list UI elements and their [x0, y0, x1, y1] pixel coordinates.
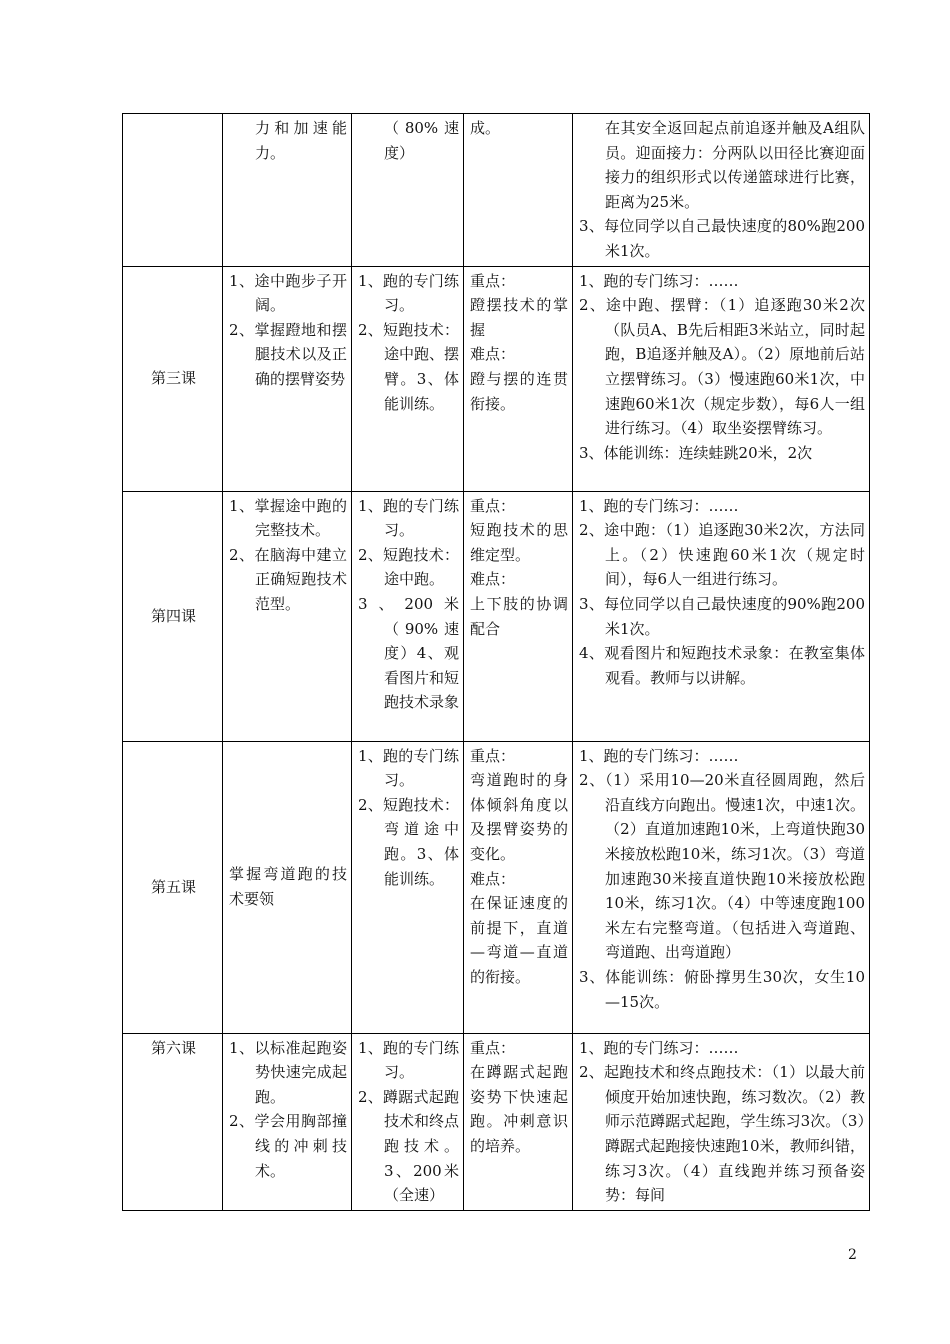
practice-methods-item: 2、途中跑、摆臂：（1）追逐跑30米2次（队员A、B先后相距3米站立，同时起跑，B追逐并触及A）。（2）原地前后站立摆臂练习。（3）慢速跑60米1次，中速跑60米1次（规定步数），每6人一组进行练习。（4）取坐姿摆臂练习。 [579, 296, 865, 438]
teaching-content-item: 1、跑的专门练习。 [358, 746, 459, 790]
key-difficult-points-list [470, 1036, 568, 1159]
key-difficult-points-item: 短跑技术的思维定型。 [470, 521, 568, 564]
practice-methods-item: 3、体能训练：连续蛙跳20米，2次 [579, 443, 813, 462]
practice-methods-item: 1、跑的专门练习：…… [579, 1038, 739, 1057]
practice-methods-cell [573, 491, 870, 741]
teaching-content-item: （80%速度） [384, 119, 459, 162]
key-difficult-points-item: 成。 [470, 119, 501, 137]
practice-methods-item: 1、跑的专门练习：…… [579, 746, 739, 765]
practice-methods-cell [573, 266, 870, 491]
teaching-goals-list [229, 862, 347, 911]
lesson-name-cell [123, 114, 223, 267]
teaching-goals-item: 掌握弯道跑的技术要领 [229, 865, 347, 909]
practice-methods-item: 4、观看图片和短跑技术录象：在教室集体观看。教师与以讲解。 [579, 644, 865, 687]
page-number: 2 [848, 1247, 857, 1263]
key-difficult-points-item: 在保证速度的前提下，直道—弯道—直道的衔接。 [470, 894, 568, 986]
teaching-content-list [358, 116, 459, 165]
key-difficult-points-cell [464, 741, 573, 1033]
practice-methods-item: 3、每位同学以自己最快速度的80%跑200米1次。 [579, 217, 865, 260]
teaching-content-item: 1、跑的专门练习。 [358, 1038, 459, 1082]
teaching-content-list [358, 1036, 459, 1208]
key-difficult-points-item: 蹬与摆的连贯衔接。 [470, 369, 568, 413]
teaching-goals-cell [223, 491, 352, 741]
teaching-goals-cell [223, 266, 352, 491]
key-difficult-points-item: 弯道跑时的身体倾斜角度以及摆臂姿势的变化。 [470, 771, 568, 863]
lesson-name-cell: 第四课 [123, 491, 223, 741]
teaching-goals-cell [223, 1033, 352, 1210]
key-difficult-points-item: 重点： [470, 1038, 516, 1057]
lesson-name-cell: 第六课 [123, 1033, 223, 1210]
teaching-goals-item: 1、掌握途中跑的完整技术。 [229, 496, 347, 540]
lesson-plan-table [122, 113, 870, 1211]
lesson-row [123, 491, 870, 741]
teaching-goals-item: 1、途中跑步子开阔。 [229, 271, 347, 315]
key-difficult-points-item: 在蹲踞式起跑姿势下快速起跑。冲刺意识的培养。 [470, 1063, 568, 1155]
lesson-name-cell: 第五课 [123, 741, 223, 1033]
teaching-content-cell [352, 114, 464, 267]
key-difficult-points-list [470, 744, 568, 990]
practice-methods-item: 2、（1）采用10—20米直径圆周跑，然后沿直线方向跑出。慢速1次，中速1次。（2）直道加速跑10米，上弯道快跑30米接放松跑10米，练习1次。（3）弯道加速跑30米接直道快跑10米接放松跑10米，练习1次。（4）中等速度跑100米左右完整弯道。（包括进入弯道跑、弯道跑、出弯道跑） [579, 771, 865, 962]
teaching-goals-cell [223, 741, 352, 1033]
key-difficult-points-cell [464, 1033, 573, 1210]
practice-methods-cell [573, 1033, 870, 1210]
practice-methods-item: 3、体能训练：俯卧撑男生30次，女生10—15次。 [579, 967, 865, 1011]
teaching-content-list [358, 744, 459, 892]
key-difficult-points-list [470, 116, 568, 141]
teaching-content-cell [352, 491, 464, 741]
teaching-goals-list [229, 1036, 347, 1184]
key-difficult-points-item: 重点： [470, 496, 516, 515]
teaching-goals-item: 力和加速能力。 [255, 119, 347, 162]
practice-methods-item: 2、起跑技术和终点跑技术：（1）以最大前倾度开始加速快跑，练习数次。（2）教师示范蹲踞式起跑，学生练习3次。（3）蹲踞式起跑接快速跑10米，教师纠错，练习3次。（4）直线跑并练习预备姿势：每间 [579, 1063, 865, 1205]
teaching-goals-list [229, 116, 347, 165]
key-difficult-points-cell [464, 491, 573, 741]
key-difficult-points-cell [464, 266, 573, 491]
teaching-goals-item: 2、学会用胸部撞线的冲刺技术。 [229, 1112, 347, 1180]
lesson-name-cell: 第三课 [123, 266, 223, 491]
practice-methods-item: 2、途中跑：（1）追逐跑30米2次，方法同上。（2）快速跑60米1次（规定时间），每6人一组进行练习。 [579, 521, 865, 589]
key-difficult-points-item: 重点： [470, 746, 516, 765]
key-difficult-points-list [470, 494, 568, 642]
teaching-goals-item: 2、掌握蹬地和摆腿技术以及正确的摆臂姿势 [229, 320, 347, 388]
teaching-content-item: 1、跑的专门练习。 [358, 271, 459, 315]
lesson-row [123, 741, 870, 1033]
teaching-content-item: 2、短跑技术：弯道途中跑。3、体能训练。 [358, 795, 459, 888]
practice-methods-list [579, 1036, 865, 1208]
practice-methods-item: 1、跑的专门练习：…… [579, 496, 739, 515]
key-difficult-points-item: 上下肢的协调配合 [470, 594, 568, 638]
practice-methods-item: 在其安全返回起点前追逐并触及A组队员。迎面接力：分两队以田径比赛迎面接力的组织形式以传递篮球进行比赛，距离为25米。 [605, 119, 865, 211]
teaching-content-cell [352, 741, 464, 1033]
lesson-row [123, 114, 870, 267]
teaching-content-list [358, 269, 459, 417]
teaching-content-item: 2、短跑技术：途中跑、摆臂。3、体能训练。 [358, 320, 460, 413]
teaching-goals-item: 2、在脑海中建立正确短跑技术范型。 [229, 545, 347, 613]
lesson-row [123, 1033, 870, 1210]
practice-methods-cell [573, 114, 870, 267]
teaching-content-cell [352, 1033, 464, 1210]
practice-methods-list [579, 269, 865, 466]
practice-methods-item: 3、每位同学以自己最快速度的90%跑200米1次。 [579, 594, 865, 638]
key-difficult-points-list [470, 269, 568, 417]
teaching-content-item: 2、蹲踞式起跑技术和终点跑技术。3、200米（全速） [358, 1087, 460, 1205]
practice-methods-item: 1、跑的专门练习：…… [579, 271, 739, 290]
practice-methods-list [579, 494, 865, 691]
practice-methods-cell [573, 741, 870, 1033]
practice-methods-list [579, 744, 865, 1015]
teaching-goals-list [229, 494, 347, 617]
key-difficult-points-item: 重点： [470, 271, 516, 290]
lesson-plan-body [123, 114, 870, 1211]
teaching-content-item: 3、200米（90%速度）4、观看图片和短跑技术录象 [358, 594, 460, 712]
key-difficult-points-item: 难点： [470, 345, 516, 364]
teaching-goals-item: 1、以标准起跑姿势快速完成起跑。 [229, 1038, 347, 1106]
lesson-row [123, 266, 870, 491]
teaching-content-item: 2、短跑技术：途中跑。 [358, 545, 459, 589]
key-difficult-points-item: 蹬摆技术的掌握 [470, 296, 568, 339]
teaching-content-list [358, 494, 459, 715]
key-difficult-points-cell [464, 114, 573, 267]
teaching-goals-cell [223, 114, 352, 267]
teaching-goals-list [229, 269, 347, 392]
teaching-content-cell [352, 266, 464, 491]
key-difficult-points-item: 难点： [470, 570, 516, 589]
teaching-content-item: 1、跑的专门练习。 [358, 496, 459, 540]
key-difficult-points-item: 难点： [470, 869, 516, 888]
practice-methods-list [579, 116, 865, 264]
